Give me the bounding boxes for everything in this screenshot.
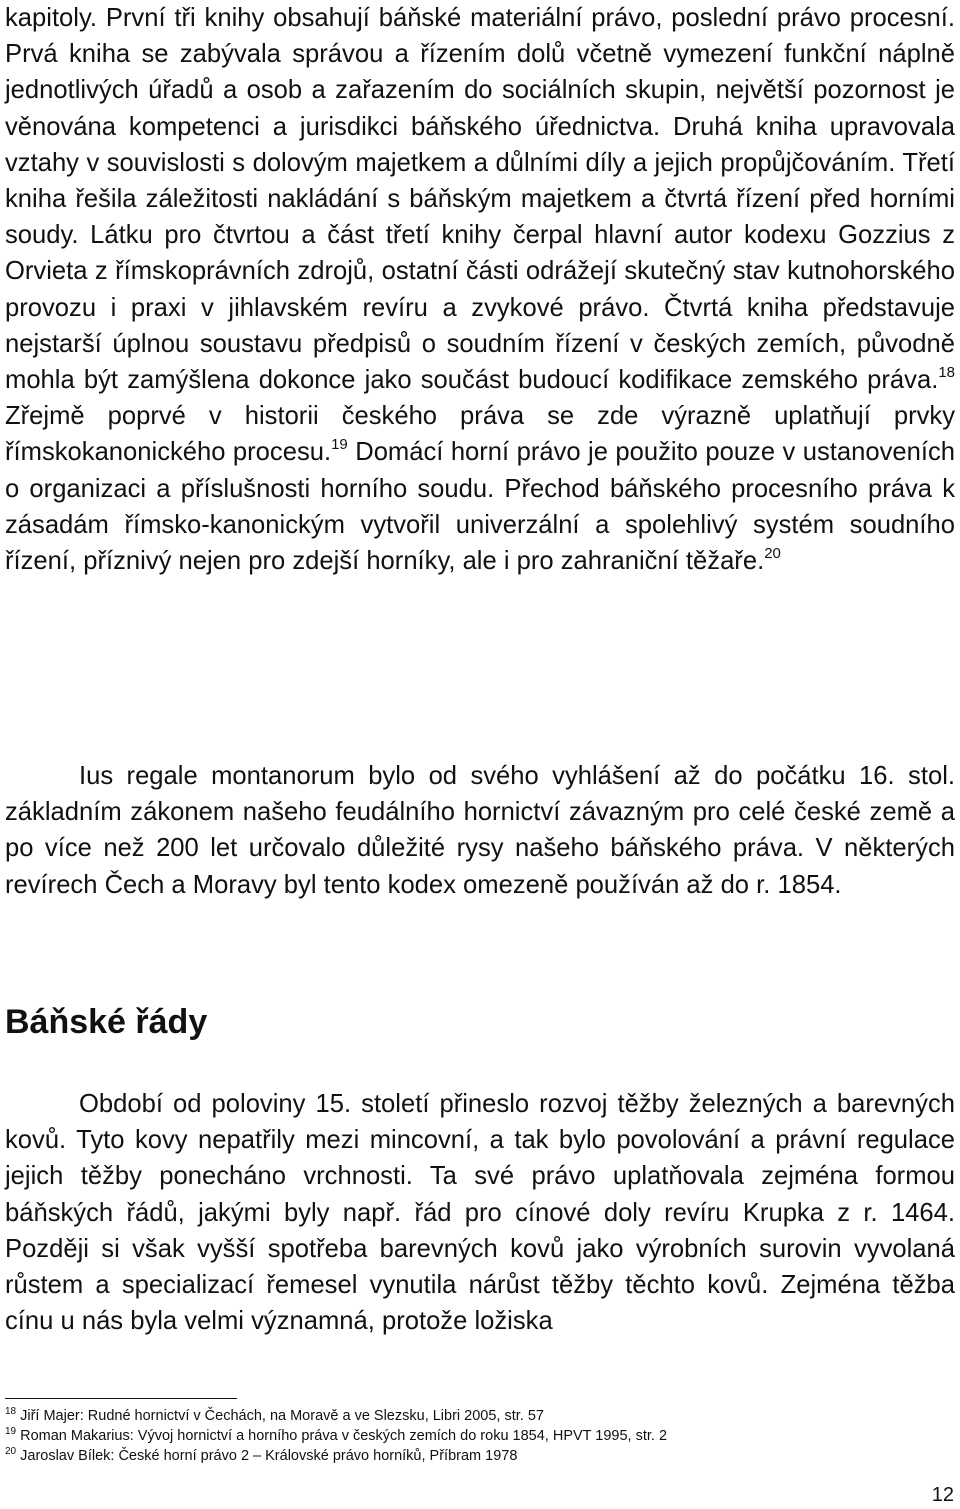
footnote-text: Roman Makarius: Vývoj hornictví a horního práva v českých zemích do roku 1854, HPVT 1995, str. 2	[20, 1428, 668, 1444]
footnote-19	[5, 1426, 955, 1446]
paragraph-banske-rady: Období od poloviny 15. století přineslo rozvoj těžby železných a barevných kovů. Tyto kovy nepatřily mezi mincovní, a tak bylo povolování a právní regulace jejich těžby ponecháno vrchnosti. Ta své právo uplatňovala zejména formou báňských řádů, jakými byly např. řád pro cínové doly revíru Krupka z r. 1464. Později si však vyšší spotřeba barevných kovů jako výrobních surovin vyvolaná růstem a specializací řemesel vynutila nárůst těžby těchto kovů. Zejména těžba cínu u nás byla velmi významná, protože ložiska	[5, 1090, 955, 1336]
footnote-reference-18[interactable]: 18	[938, 364, 955, 382]
footnotes	[5, 1406, 955, 1466]
footnote-text: Jaroslav Bílek: České horní právo 2 – Královské právo horníků, Příbram 1978	[20, 1448, 518, 1464]
footnote-18	[5, 1406, 955, 1426]
paragraph-text: kapitoly. První tři knihy obsahují báňské materiální právo, poslední právo procesní. Prvá kniha se zabývala správou a řízením dolů včetně vymezení funkční náplně jednotlivých úřadů a osob a zařazením do sociálních skupin, největší pozornost je věnována kompetenci a jurisdikci báňského úřednictva. Druhá kniha upravovala vztahy v souvislosti s dolovým majetkem a důlními díly a jejich propůjčováním. Třetí kniha řešila záležitosti nakládání s báňským majetkem a čtvrtá řízení před horními soudy. Látku pro čtvrtou a část třetí knihy čerpal hlavní autor kodexu Gozzius z Orvieta z římskoprávních zdrojů, ostatní části odrážejí skutečný stav kutnohorského provozu i praxi v jihlavském revíru a zvykové právo. Čtvrtá kniha představuje nejstarší úplnou soustavu předpisů o soudním řízení v českých zemích, původně mohla být zamýšlena dokonce jako součást budoucí kodifikace zemského práva.	[5, 4, 955, 395]
paragraph-ius-regale: Ius regale montanorum bylo od svého vyhlášení až do počátku 16. stol. základním zákonem našeho feudálního hornictví závazným pro celé české země a po více než 200 let určovalo důležité rysy našeho báňského práva. V některých revírech Čech a Moravy byl tento kodex omezeně používán až do r. 1854.	[5, 762, 955, 899]
footnote-number: 18	[5, 1406, 17, 1417]
footnote-20	[5, 1446, 955, 1466]
paragraph-text: Domácí horní právo je použito pouze v ustanoveních o organizaci a příslušnosti horního soudu. Přechod báňského procesního práva k zásadám římsko-kanonickým vytvořil univerzální a spolehlivý systém soudního řízení, příznivý nejen pro zdejší horníky, ale i pro zahraniční těžaře.	[5, 438, 955, 576]
footnote-reference-19[interactable]: 19	[331, 436, 348, 454]
footnote-separator	[5, 1398, 237, 1399]
footnote-number: 19	[5, 1426, 17, 1437]
footnote-text: Jiří Majer: Rudné hornictví v Čechách, na Moravě a ve Slezsku, Libri 2005, str. 57	[20, 1408, 544, 1424]
paragraph-text: Zřejmě poprvé v historii českého práva se zde výrazně uplatňují prvky římskokanonického procesu.	[5, 402, 955, 467]
paragraph-kodex-books	[5, 0, 955, 579]
page-number: 12	[931, 1484, 954, 1506]
footnote-number: 20	[5, 1446, 17, 1457]
footnote-reference-20[interactable]: 20	[764, 545, 781, 563]
section-heading: Báňské řády	[5, 1003, 208, 1041]
